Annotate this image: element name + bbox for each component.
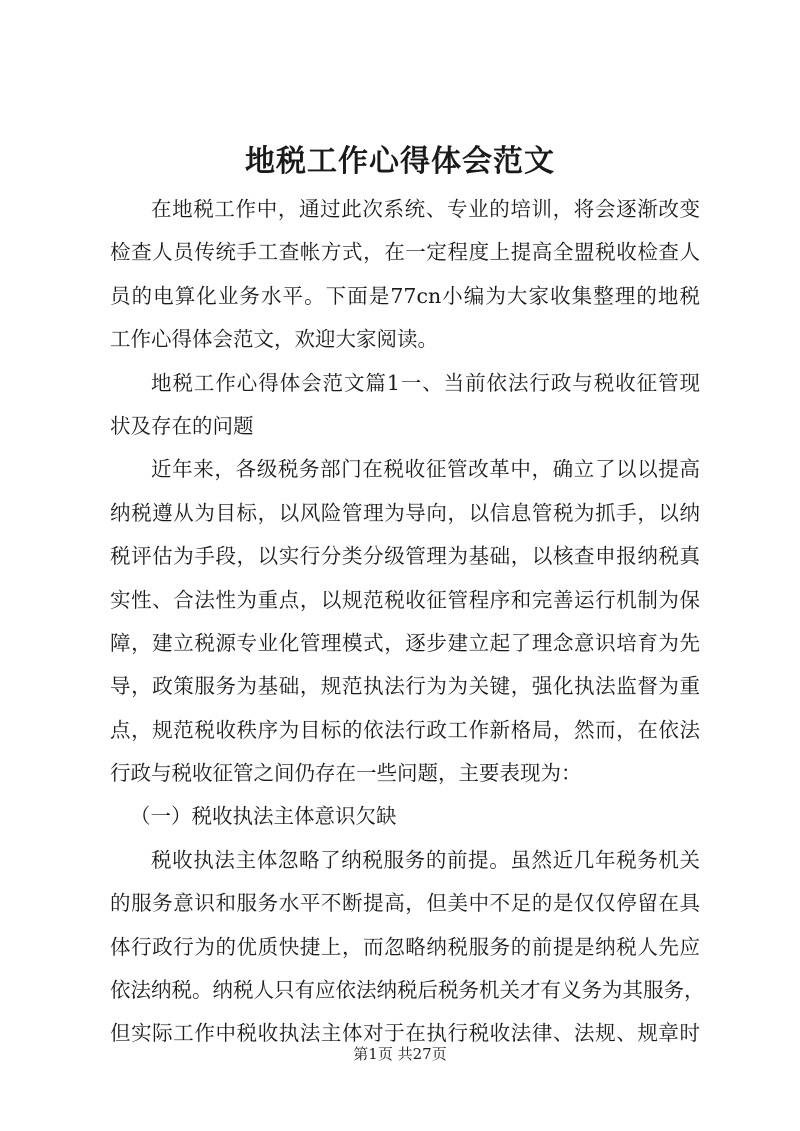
paragraph-line: 障，建立税源专业化管理模式，逐步建立起了理念意识培育为先 bbox=[110, 630, 700, 655]
section-heading: （一）税收执法主体意识欠缺 bbox=[130, 804, 397, 829]
paragraph-line: 的服务意识和服务水平不断提高，但美中不足的是仅仅停留在具 bbox=[110, 891, 700, 916]
paragraph-line: 但实际工作中税收执法主体对于在执行税收法律、法规、规章时 bbox=[110, 1021, 700, 1046]
paragraph-line: 地税工作心得体会范文篇1一、当前依法行政与税收征管现 bbox=[151, 370, 700, 395]
paragraph-line: 依法纳税。纳税人只有应依法纳税后税务机关才有义务为其服务， bbox=[110, 978, 705, 1003]
paragraph-line: 纳税遵从为目标，以风险管理为导向，以信息管税为抓手，以纳 bbox=[110, 500, 700, 525]
paragraph-line: 导，政策服务为基础，规范执法行为为关键，强化执法监督为重 bbox=[110, 674, 700, 699]
paragraph-line: 状及存在的问题 bbox=[110, 413, 254, 438]
paragraph-line: 检查人员传统手工查帐方式，在一定程度上提高全盟税收检查人 bbox=[110, 240, 700, 265]
paragraph-line: 在地税工作中，通过此次系统、专业的培训，将会逐渐改变 bbox=[151, 197, 700, 221]
paragraph-line: 近年来，各级税务部门在税收征管改革中，确立了以以提高 bbox=[151, 457, 700, 482]
paragraph-line: 点，规范税收秩序为目标的依法行政工作新格局，然而，在依法 bbox=[110, 717, 700, 742]
paragraph-line: 行政与税收征管之间仍存在一些问题，主要表现为： bbox=[110, 761, 582, 786]
paragraph-line: 员的电算化业务水平。下面是77cn小编为大家收集整理的地税 bbox=[110, 283, 700, 308]
paragraph-line: 税收执法主体忽略了纳税服务的前提。虽然近几年税务机关 bbox=[151, 847, 700, 872]
paragraph-line: 工作心得体会范文，欢迎大家阅读。 bbox=[110, 327, 438, 352]
page-number: 第1页 共27页 bbox=[353, 1045, 447, 1063]
document-body bbox=[110, 188, 705, 1056]
paragraph-line: 税评估为手段，以实行分类分级管理为基础，以核查申报纳税真 bbox=[110, 544, 700, 569]
document-title: 地税工作心得体会范文 bbox=[245, 144, 555, 179]
paragraph-line: 实性、合法性为重点，以规范税收征管程序和完善运行机制为保 bbox=[110, 587, 700, 612]
paragraph-line: 体行政行为的优质快捷上，而忽略纳税服务的前提是纳税人先应 bbox=[110, 934, 700, 959]
